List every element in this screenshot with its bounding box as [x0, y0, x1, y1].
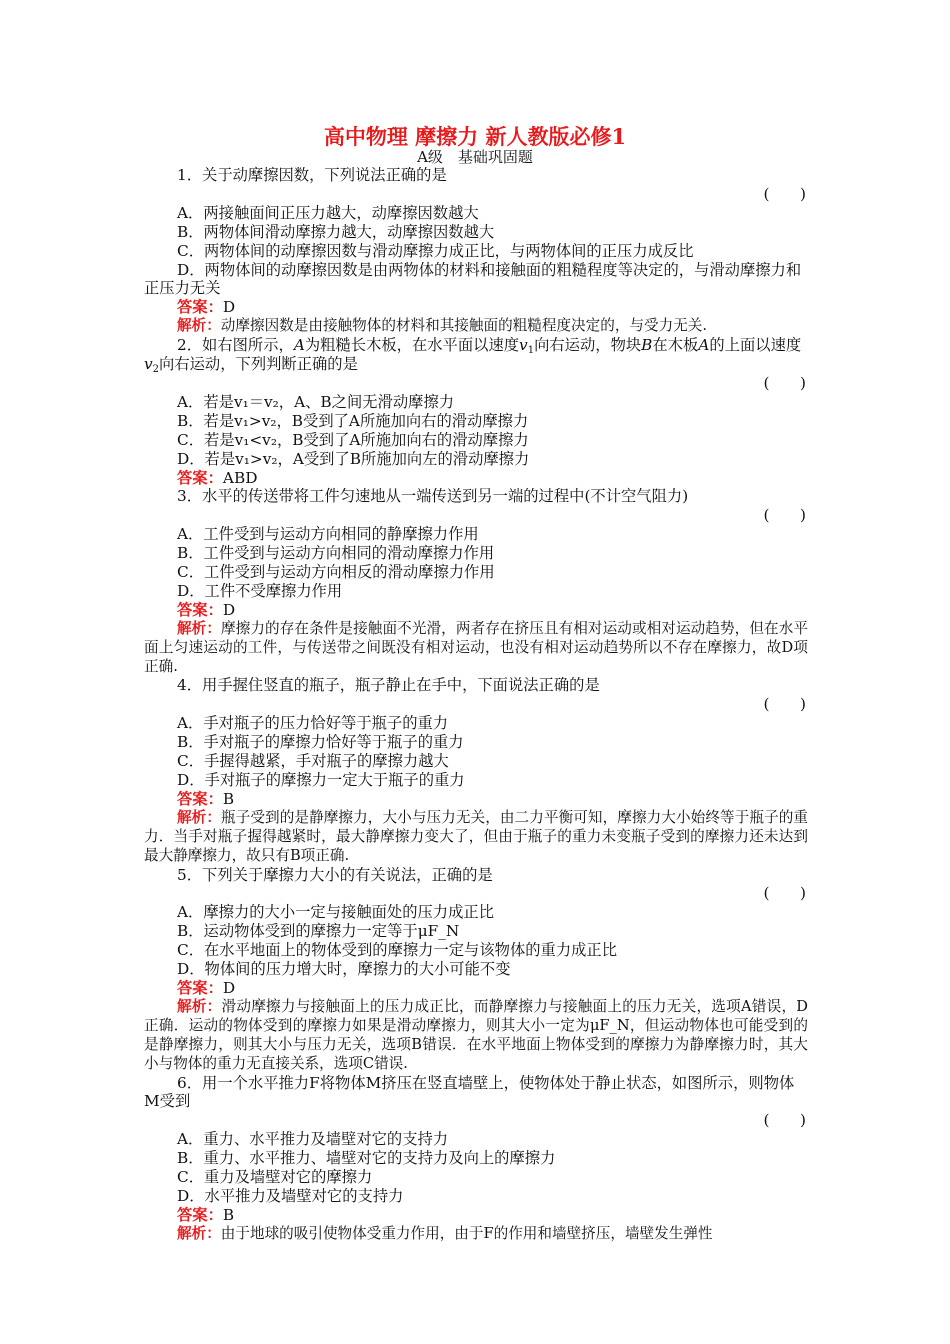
answer-value: B: [222, 1205, 235, 1224]
analysis-line: [144, 998, 808, 1074]
answer-line: [144, 469, 808, 488]
answer-line: [144, 790, 808, 809]
option-d: D．水平推力及墙壁对它的支持力: [177, 1186, 404, 1205]
answer-blank: ( ): [763, 373, 806, 392]
option-a: A．手对瓶子的压力恰好等于瓶子的重力: [177, 714, 449, 733]
option-c: C．若是v₁<v₂，B受到了A所施加向右的滑动摩擦力: [177, 430, 529, 449]
answer-value: ABD: [222, 468, 258, 487]
stem-part: 向右运动，下列判断正确的是: [159, 355, 358, 374]
question-stem: 4．用手握住竖直的瓶子，瓶子静止在手中，下面说法正确的是: [177, 676, 600, 695]
analysis-line: [144, 317, 808, 336]
answer-value: D: [222, 978, 236, 997]
question-stem: 3．水平的传送带将工件匀速地从一端传送到另一端的过程中(不计空气阻力): [177, 487, 689, 506]
stem-part: 2．如右图所示，: [177, 336, 294, 355]
analysis-label: 解析：: [177, 808, 222, 826]
option-a: A．摩擦力的大小一定与接触面处的压力成正比: [177, 903, 494, 922]
analysis-text: 由于地球的吸引使物体受重力作用，由于F的作用和墙壁挤压，墙壁发生弹性: [220, 1224, 713, 1242]
analysis-text: 摩擦力的存在条件是接触面不光滑，两者存在挤压且有相对运动或相对运动趋势，但在水平面上匀速运动的工件，与传送带之间既没有相对运动，也没有相对运动趋势所以不存在摩擦力，故D项正确.: [144, 619, 808, 675]
answer-value: B: [222, 789, 235, 808]
option-a: A．若是v₁＝v₂，A、B之间无滑动摩擦力: [177, 392, 455, 411]
option-b: B．运动物体受到的摩擦力一定等于μF_N: [177, 922, 460, 941]
stem-part: v: [519, 336, 528, 355]
analysis-line: [144, 620, 808, 677]
analysis-label: 解析：: [177, 997, 222, 1015]
stem-part: 为粗糙长木板，在水平面以速度: [304, 336, 520, 355]
analysis-label: 解析：: [177, 619, 222, 637]
option-b: B．工件受到与运动方向相同的滑动摩擦力作用: [177, 544, 495, 563]
option-d: D．若是v₁>v₂，A受到了B所施加向左的滑动摩擦力: [177, 449, 530, 468]
answer-label: 答案：: [177, 600, 223, 619]
question-2: [144, 336, 808, 487]
option-d: D．工件不受摩擦力作用: [177, 581, 343, 600]
stem-part: 2: [152, 364, 160, 376]
analysis-line: [144, 1225, 808, 1244]
option-a: A．工件受到与运动方向相同的静摩擦力作用: [177, 525, 479, 544]
answer-blank: ( ): [763, 506, 806, 525]
option-d: D．物体间的压力增大时，摩擦力的大小可能不变: [177, 960, 511, 979]
option-c: C．在水平地面上的物体受到的摩擦力一定与该物体的重力成正比: [177, 941, 618, 960]
analysis-label: 解析：: [177, 317, 221, 335]
question-stem: 5．下列关于摩擦力大小的有关说法，正确的是: [177, 865, 493, 884]
answer-value: D: [222, 298, 236, 317]
option-a: A．两接触面间正压力越大，动摩擦因数越大: [177, 203, 479, 222]
option-c: C．工件受到与运动方向相反的滑动摩擦力作用: [177, 563, 495, 582]
analysis-label: 解析：: [177, 1224, 221, 1242]
answer-label: 答案：: [177, 468, 223, 487]
stem-part: A: [293, 336, 305, 355]
option-d: D．两物体间的动摩擦因数是由两物体的材料和接触面的粗糙程度等决定的，与滑动摩擦力和正压力无关: [144, 260, 802, 298]
question-list: [144, 166, 808, 1244]
section-subtitle: A级 基础巩固题: [417, 148, 533, 166]
option-b: B．若是v₁>v₂，B受到了A所施加向右的滑动摩擦力: [177, 411, 529, 430]
question-stem: 6．用一个水平推力F将物体M挤压在竖直墙壁上，使物体处于静止状态，如图所示，则物体M受到: [144, 1073, 795, 1111]
answer-blank: ( ): [763, 884, 806, 903]
stem-part: B: [641, 336, 653, 355]
answer-label: 答案：: [177, 789, 223, 808]
question-1: [144, 166, 808, 336]
answer-label: 答案：: [177, 1205, 223, 1224]
option-c: C．手握得越紧，手对瓶子的摩擦力越大: [177, 752, 449, 771]
stem-part: A: [698, 336, 710, 355]
question-4: [144, 676, 808, 865]
answer-line: [144, 601, 808, 620]
answer-blank: ( ): [763, 184, 806, 203]
answer-label: 答案：: [177, 978, 223, 997]
answer-blank: ( ): [763, 1111, 806, 1130]
stem-part: v: [144, 355, 153, 374]
answer-line: [144, 298, 808, 317]
option-b: B．两物体间滑动摩擦力越大，动摩擦因数越大: [177, 222, 495, 241]
option-a: A．重力、水平推力及墙壁对它的支持力: [177, 1130, 449, 1149]
stem-part: 在木板: [652, 336, 699, 355]
analysis-text: 滑动摩擦力与接触面上的压力成正比，而静摩擦力与接触面上的压力无关，选项A错误，D正确．运动的物体受到的摩擦力如果是滑动摩擦力，则其大小一定为μF_N，但运动物体也可能受到的是静摩擦力，则其大小与压力无关，选项B错误．在水平地面上物体受到的摩擦力为静摩擦力时，其大小与物体的重力无直接关系，选项C错误.: [144, 997, 808, 1072]
option-c: C．重力及墙壁对它的摩擦力: [177, 1168, 373, 1187]
answer-value: D: [222, 600, 236, 619]
question-3: [144, 487, 808, 676]
question-stem: [144, 336, 808, 374]
answer-line: [144, 979, 808, 998]
analysis-text: 动摩擦因数是由接触物体的材料和其接触面的粗糙程度决定的，与受力无关.: [220, 317, 708, 335]
option-b: B．手对瓶子的摩擦力恰好等于瓶子的重力: [177, 733, 464, 752]
option-d: D．手对瓶子的摩擦力一定大于瓶子的重力: [177, 771, 465, 789]
question-stem: 1．关于动摩擦因数，下列说法正确的是: [177, 166, 447, 184]
option-b: B．重力、水平推力、墙壁对它的支持力及向上的摩擦力: [177, 1149, 556, 1168]
option-c: C．两物体间的动摩擦因数与滑动摩擦力成正比，与两物体间的正压力成反比: [177, 241, 694, 260]
answer-line: [144, 1206, 808, 1225]
stem-part: 1: [527, 345, 535, 357]
analysis-line: [144, 809, 808, 866]
page-title: 高中物理 摩擦力 新人教版必修1: [323, 124, 627, 149]
question-6: [144, 1074, 808, 1244]
stem-part: 向右运动，物块: [534, 336, 642, 355]
analysis-text: 瓶子受到的是静摩擦力，大小与压力无关，由二力平衡可知，摩擦力大小始终等于瓶子的重力．当手对瓶子握得越紧时，最大静摩擦力变大了，但由于瓶子的重力未变瓶子受到的摩擦力还未达到最大静摩擦力，故只有B项正确.: [144, 808, 808, 864]
answer-label: 答案：: [177, 298, 223, 317]
answer-blank: ( ): [763, 695, 806, 714]
stem-part: 的上面以速度: [709, 336, 802, 355]
question-5: [144, 866, 808, 1074]
